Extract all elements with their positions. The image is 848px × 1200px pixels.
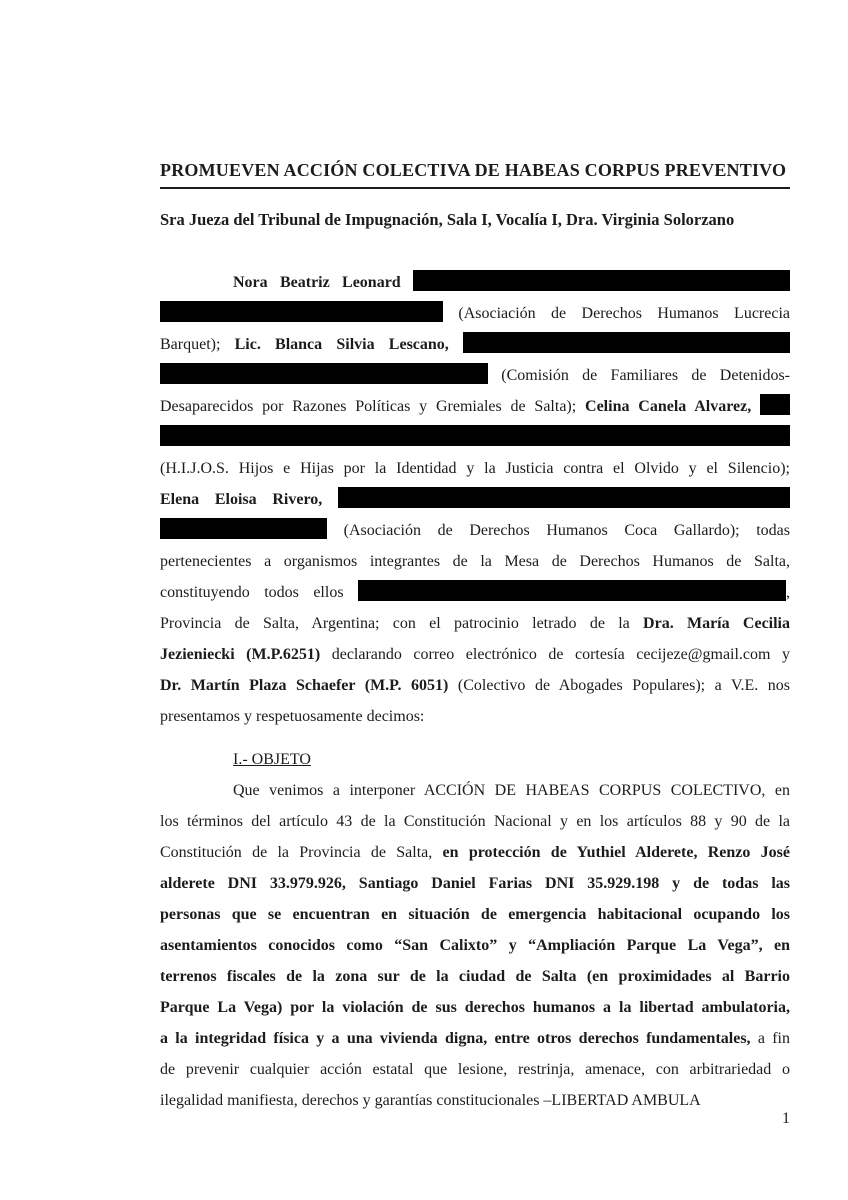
text-segment: los términos del artículo 43 de la Constitución Nacional y en los artículos 88 y 90 de la xyxy=(160,813,790,830)
redaction-bar xyxy=(160,425,790,446)
text-line xyxy=(160,546,790,577)
text-line xyxy=(160,422,790,453)
text-segment: Celina Canela Alvarez, xyxy=(585,398,761,415)
document-content xyxy=(160,0,790,1116)
redaction-bar xyxy=(358,580,786,601)
text-segment: presentamos y respetuosamente decimos: xyxy=(160,708,425,725)
redaction-bar xyxy=(160,363,488,384)
text-line xyxy=(160,329,790,360)
text-segment: Provincia de Salta, Argentina; con el patrocinio letrado de la xyxy=(160,615,644,632)
text-segment: (Comisión de Familiares de Detenidos- xyxy=(488,367,790,384)
text-segment: (H.I.J.O.S. Hijos e Hijas por la Identidad y la Justicia contra el Olvido y el Silencio); xyxy=(160,460,790,477)
text-segment: a fin xyxy=(750,1030,790,1047)
document-title: PROMUEVEN ACCIÓN COLECTIVA DE HABEAS CORPUS PREVENTIVO xyxy=(160,158,790,189)
redaction-bar xyxy=(463,332,790,353)
text-segment: personas que se encuentran en situación de emergencia habitacional ocupando los xyxy=(160,906,790,923)
text-line xyxy=(160,1085,790,1116)
text-segment: de prevenir cualquier acción estatal que lesione, restrinja, amenace, con arbitrariedad o xyxy=(160,1061,790,1078)
text-line xyxy=(160,899,790,930)
text-segment: Elena Eloisa Rivero, xyxy=(160,491,338,508)
text-segment: Constitución de la Provincia de Salta, xyxy=(160,844,443,861)
text-line xyxy=(160,1023,790,1054)
text-line xyxy=(160,992,790,1023)
text-segment: declarando correo electrónico de cortesía cecijeze@gmail.com y xyxy=(320,646,790,663)
text-segment: Lic. Blanca Silvia Lescano, xyxy=(234,336,463,353)
text-line xyxy=(160,701,790,732)
text-segment: Barquet); xyxy=(160,336,235,353)
text-segment: Dr. Martín Plaza Schaefer (M.P. 6051) xyxy=(160,677,449,694)
text-segment: (Asociación de Derechos Humanos Lucrecia xyxy=(443,305,790,322)
body-paragraph-appearing-parties xyxy=(160,267,790,732)
section-heading xyxy=(160,744,790,775)
page-number: 1 xyxy=(782,1110,790,1127)
text-segment: Jezieniecki (M.P.6251) xyxy=(160,646,321,663)
text-line xyxy=(160,608,790,639)
text-line xyxy=(160,670,790,701)
text-segment: constituyendo todos ellos xyxy=(160,584,358,601)
text-line xyxy=(160,775,790,806)
text-line xyxy=(160,868,790,899)
text-line xyxy=(160,577,790,608)
redaction-bar xyxy=(160,518,327,539)
text-segment: , xyxy=(786,584,790,601)
redaction-bar xyxy=(413,270,790,291)
text-segment: Parque La Vega) por la violación de sus derechos humanos a la libertad ambulatoria, xyxy=(160,999,790,1016)
text-segment: (Asociación de Derechos Humanos Coca Gallardo); todas xyxy=(327,522,790,539)
text-line xyxy=(160,453,790,484)
addressee-line: Sra Jueza del Tribunal de Impugnación, Sala I, Vocalía I, Dra. Virginia Solorzano xyxy=(160,210,735,229)
text-segment: Que venimos a interponer ACCIÓN DE HABEAS CORPUS COLECTIVO, en xyxy=(233,782,790,799)
body-paragraph-objeto xyxy=(160,775,790,1116)
text-line xyxy=(160,298,790,329)
text-line xyxy=(160,484,790,515)
text-line xyxy=(160,639,790,670)
text-line xyxy=(160,930,790,961)
text-segment: Desaparecidos por Razones Políticas y Gremiales de Salta); xyxy=(160,398,586,415)
section-heading-text: I.- OBJETO xyxy=(233,751,311,768)
text-segment: pertenecientes a organismos integrantes de la Mesa de Derechos Humanos de Salta, xyxy=(160,553,790,570)
text-line xyxy=(160,1054,790,1085)
text-segment: asentamientos conocidos como “San Calixto” y “Ampliación Parque La Vega”, en xyxy=(160,937,790,954)
text-segment: en protección de Yuthiel Alderete, Renzo José xyxy=(442,844,790,861)
text-segment: a la integridad física y a una vivienda digna, entre otros derechos fundamentales, xyxy=(160,1030,751,1047)
text-line xyxy=(160,961,790,992)
text-segment: Nora Beatriz Leonard xyxy=(233,274,413,291)
redaction-bar xyxy=(760,394,790,415)
text-segment: (Colectivo de Abogades Populares); a V.E. nos xyxy=(448,677,790,694)
text-line xyxy=(160,806,790,837)
text-line xyxy=(160,360,790,391)
text-segment: terrenos fiscales de la zona sur de la ciudad de Salta (en proximidades al Barrio xyxy=(160,968,790,985)
redaction-bar xyxy=(338,487,790,508)
text-segment: ilegalidad manifiesta, derechos y garantías constitucionales –LIBERTAD AMBULA xyxy=(160,1092,701,1109)
text-line xyxy=(160,391,790,422)
text-segment: Dra. María Cecilia xyxy=(643,615,790,632)
text-line xyxy=(160,837,790,868)
text-line xyxy=(160,515,790,546)
redaction-bar xyxy=(160,301,443,322)
text-line xyxy=(160,267,790,298)
text-segment: alderete DNI 33.979.926, Santiago Daniel Farias DNI 35.929.198 y de todas las xyxy=(160,875,790,892)
